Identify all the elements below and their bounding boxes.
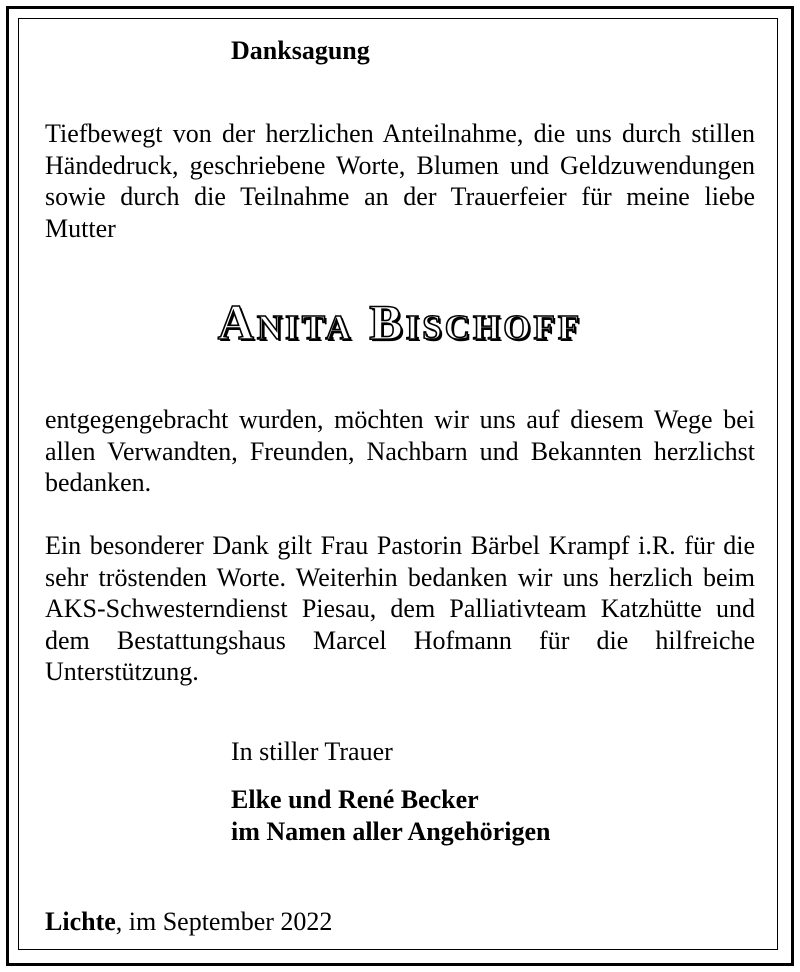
- deceased-name: Anita Bischoff: [217, 294, 583, 350]
- signatories-note: im Namen aller Angehörigen: [231, 817, 551, 846]
- notice-heading: Danksagung: [231, 36, 370, 65]
- closing-phrase: In stiller Trauer: [231, 737, 393, 766]
- thanks-paragraph: entgegengebracht wurden, möchten wir uns auf diesem Wege bei allen Verwandten, Freunden, Nachbarn und Bekannten herzlichst bedanken.: [45, 405, 755, 497]
- place: Lichte: [45, 907, 116, 936]
- place-and-date: [45, 906, 332, 938]
- date-text: , im September 2022: [115, 907, 333, 936]
- signatories: Elke und René Becker: [231, 785, 479, 814]
- special-thanks-paragraph: Ein besonderer Dank gilt Frau Pastorin Bärbel Krampf i.R. für die sehr tröstenden Worte. Weiterhin bedanken wir uns herzlich beim AKS-Schwesterndienst Piesau, dem Palliativteam Katzhütte und dem Bestattungshaus Marcel Hofmann für die hilfreiche Unterstützung.: [45, 531, 755, 686]
- intro-paragraph: Tiefbewegt von der herzlichen Anteilnahme, die uns durch stillen Händedruck, geschriebene Worte, Blumen und Geldzuwendungen sowie durch die Teilnahme an der Trauerfeier für meine liebe Mutter: [45, 119, 755, 243]
